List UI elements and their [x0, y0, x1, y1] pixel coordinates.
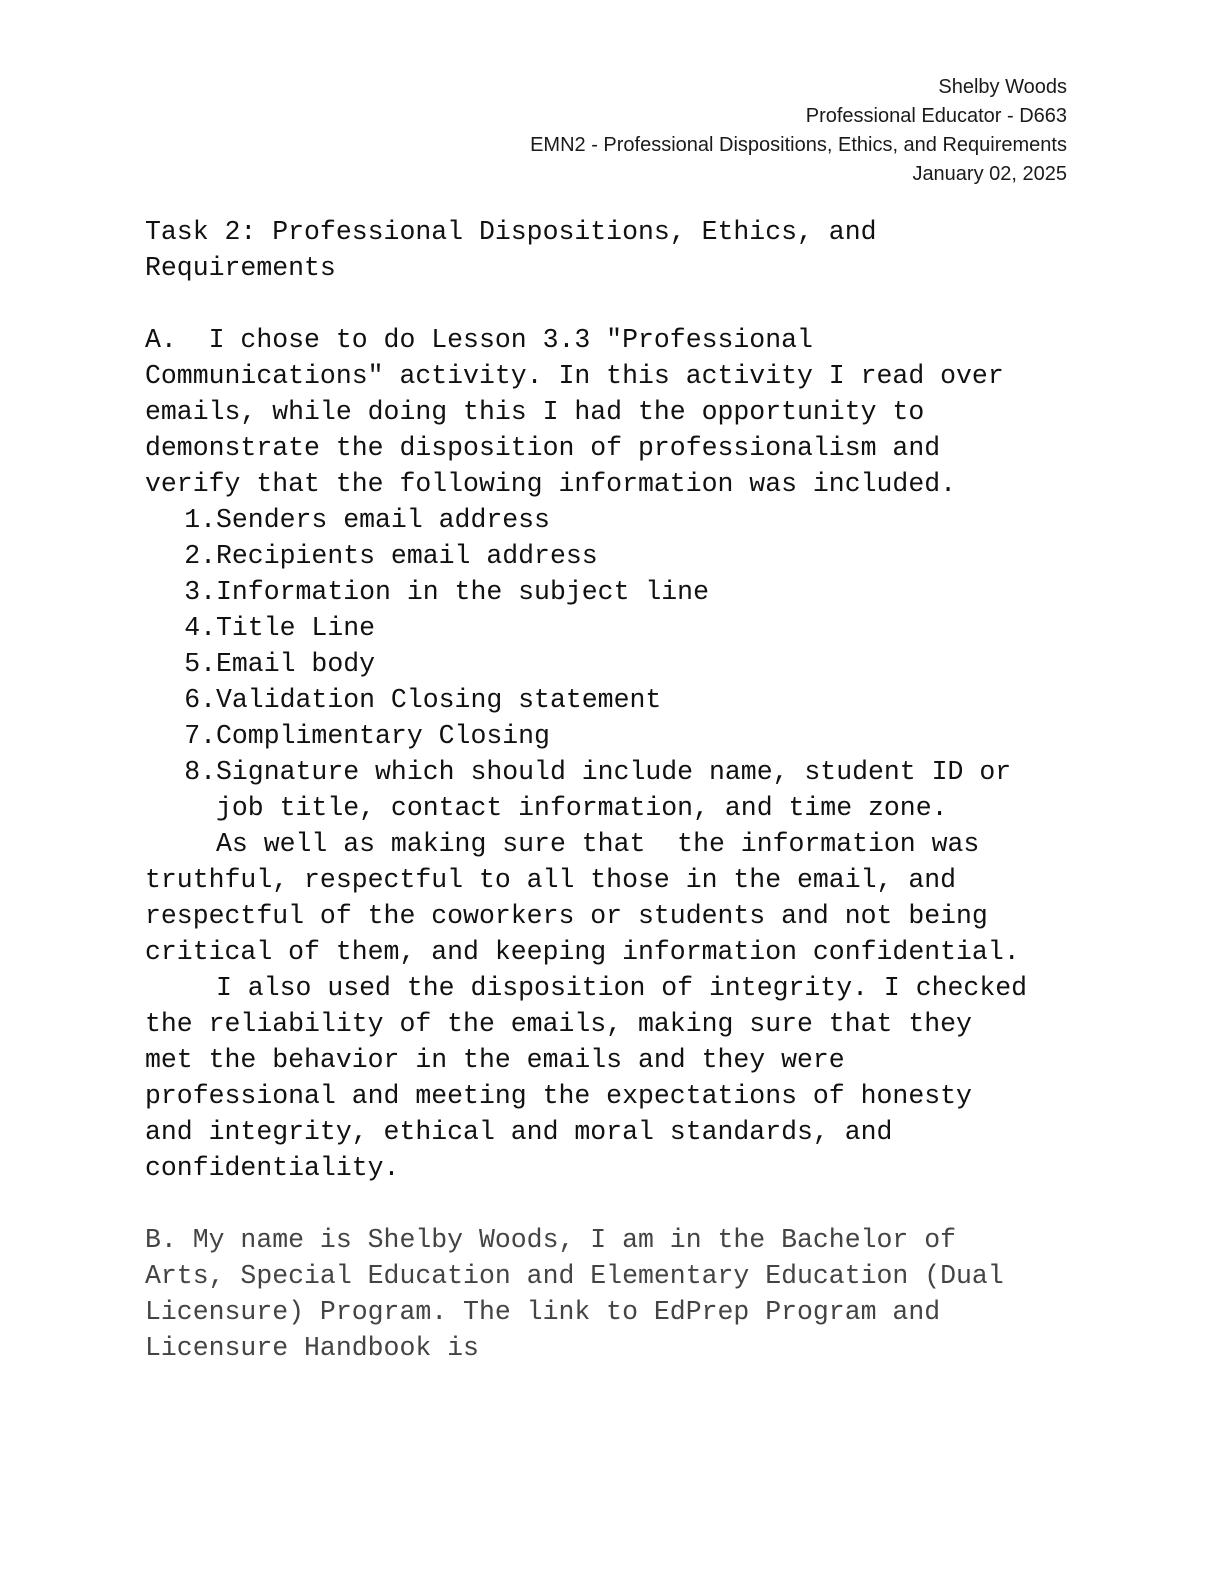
- paragraph-line: Communications" activity. In this activity I read over: [145, 361, 1004, 391]
- list-item-continuation: job title, contact information, and time zone.: [216, 793, 948, 823]
- list-item: [145, 538, 1075, 574]
- list-text: Validation Closing statement: [216, 685, 662, 715]
- list-text: Complimentary Closing: [216, 721, 550, 751]
- paragraph-line: truthful, respectful to all those in the email, and: [145, 865, 957, 895]
- document-header: [530, 73, 1067, 189]
- paragraph-line: Licensure Handbook is: [145, 1333, 479, 1363]
- list-item: [145, 718, 1075, 754]
- paragraph-line: critical of them, and keeping information confidential.: [145, 937, 1020, 967]
- section-a: [145, 322, 1075, 1186]
- title-line: Task 2: Professional Dispositions, Ethics, and: [145, 217, 877, 247]
- author-name: Shelby Woods: [938, 76, 1067, 98]
- list-text: Signature which should include name, student ID or: [216, 757, 1012, 787]
- paragraph-line: I also used the disposition of integrity. I checked: [216, 973, 1028, 1003]
- list-number: 3.: [184, 577, 216, 607]
- paragraph-line: confidentiality.: [145, 1153, 400, 1183]
- paragraph-line: As well as making sure that the information was: [216, 829, 980, 859]
- paragraph-line: the reliability of the emails, making sure that they: [145, 1009, 972, 1039]
- email-components-list: [145, 502, 1075, 826]
- section-a-intro: [145, 322, 1075, 502]
- paragraph-line: met the behavior in the emails and they were: [145, 1045, 845, 1075]
- list-number: 7.: [184, 721, 216, 751]
- paragraph-line: Licensure) Program. The link to EdPrep Program and: [145, 1297, 941, 1327]
- paragraph-line: B. My name is Shelby Woods, I am in the Bachelor of: [145, 1225, 957, 1255]
- list-item: [145, 682, 1075, 718]
- list-text: Senders email address: [216, 505, 550, 535]
- list-item: [145, 574, 1075, 610]
- list-number: 5.: [184, 649, 216, 679]
- task-name: EMN2 - Professional Dispositions, Ethics, and Requirements: [530, 134, 1067, 156]
- list-item: [145, 754, 1075, 790]
- list-item: [145, 646, 1075, 682]
- list-text: Recipients email address: [216, 541, 598, 571]
- spacer: [145, 1186, 1075, 1222]
- list-text: Information in the subject line: [216, 577, 709, 607]
- paragraph-line: emails, while doing this I had the opportunity to: [145, 397, 925, 427]
- list-number: 6.: [184, 685, 216, 715]
- document-body: [145, 214, 1075, 1366]
- course-name: Professional Educator - D663: [805, 105, 1067, 127]
- paragraph-line: respectful of the coworkers or students and not being: [145, 901, 988, 931]
- list-number: 2.: [184, 541, 216, 571]
- paragraph-line: professional and meeting the expectations of honesty: [145, 1081, 972, 1111]
- title-line: Requirements: [145, 253, 336, 283]
- list-number: 8.: [184, 757, 216, 787]
- list-text: Title Line: [216, 613, 376, 643]
- document-title: [145, 214, 1075, 286]
- document-date: January 02, 2025: [912, 163, 1067, 185]
- paragraph-line: demonstrate the disposition of professionalism and: [145, 433, 941, 463]
- section-a-paragraph-integrity: [145, 970, 1075, 1186]
- list-number: 1.: [184, 505, 216, 535]
- paragraph-line: Arts, Special Education and Elementary Education (Dual: [145, 1261, 1004, 1291]
- list-text: Email body: [216, 649, 376, 679]
- list-item: [145, 502, 1075, 538]
- section-a-paragraph-professionalism: [145, 826, 1075, 970]
- spacer: [145, 286, 1075, 322]
- paragraph-line: A. I chose to do Lesson 3.3 "Professional: [145, 325, 813, 355]
- section-b: [145, 1222, 1075, 1366]
- paragraph-line: verify that the following information was included.: [145, 469, 957, 499]
- list-number: 4.: [184, 613, 216, 643]
- list-item: [145, 610, 1075, 646]
- paragraph-line: and integrity, ethical and moral standards, and: [145, 1117, 893, 1147]
